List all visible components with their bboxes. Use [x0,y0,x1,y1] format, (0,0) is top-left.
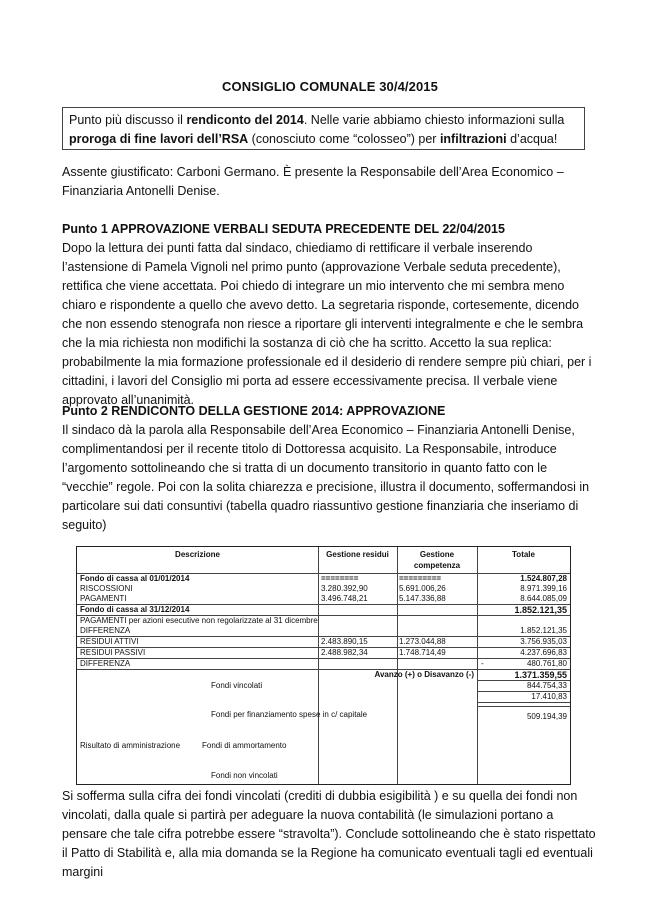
row-divider [477,702,570,703]
summary-text-4: d’acqua! [506,132,558,146]
table-row [77,626,570,636]
attendance-paragraph: Assente giustificato: Carboni Germano. È presente la Responsabile dell’Area Economico – Finanziaria Antonelli Denise. [62,165,564,198]
fondi-finanziamento-label: Fondi per finanziamento spese in c/ capitale [211,710,368,719]
row-description: RESIDUI ATTIVI [80,637,139,646]
table-row [77,605,570,615]
fondi-non-vincolati-row [77,771,570,781]
punto1-heading: Punto 1 APPROVAZIONE VERBALI SEDUTA PRECEDENTE DEL 22/04/2015 [62,222,505,236]
row-description: DIFFERENZA [80,659,131,668]
table-row [77,659,570,669]
punto2-heading: Punto 2 RENDICONTO DELLA GESTIONE 2014: APPROVAZIONE [62,404,446,418]
row-competenza: 1.273.044,88 [399,637,446,646]
row-totale: 480.761,80 [526,659,567,668]
fondi-ammortamento-label: Fondi di ammortamento [202,741,287,750]
row-description: PAGAMENTI per azioni esecutive non regolarizzate al 31 dicembre [80,616,318,625]
avanzo-row [77,670,570,680]
row-description: RESIDUI PASSIVI [80,648,146,657]
row-totale: 3.756.935,03 [520,637,567,646]
row-competenza: 1.748.714,49 [399,648,446,657]
fondi-vincolati-row [77,681,570,691]
row-totale: 4.237.696,83 [520,648,567,657]
row-description: Fondo di cassa al 31/12/2014 [80,605,190,614]
financial-summary-table [76,546,571,785]
header-totale: Totale [512,550,535,559]
punto1-body: Dopo la lettura dei punti fatta dal sindaco, chiediamo di rettificare il verbale inserendo l’astensione di Pamela Vignoli nel primo punto (approvazione Verbale seduta precedente), rettifica che viene accettata. Poi chiedo di integrare un mio intervento che mi sembra meno chiaro e rispondente a quello che avevo detto. La segretaria risponde, cortesemente, dicendo che non essendo stenografa non riesce a riportare gli interventi integralmente e che le sembra che la mia richiesta non modifichi la sostanza di ciò che ha scritto. Accetto la sua replica: probabilmente la mia formazione professionale ed il desiderio di rendere sempre più chiari, per i cittadini, i lavori del Consiglio mi porta ad essere eccessivamente precisa. Il verbale viene approvato all’unanimità. [62,241,592,407]
summary-emphasis-rendiconto: rendiconto del 2014 [186,113,304,127]
closing-paragraph: Si sofferma sulla cifra dei fondi vincolati (crediti di dubbia esigibilità ) e su quella dei fondi non vincolati, dalla quale si partirà per adeguare la nuova contabilità (le simulazioni portano a pensare che tale cifra potrebbe essere “stravolta”). Conclude sottolineando che è stato rispettato il Patto di Stabilità e, alla mia domanda se la Regione ha comunicato eventuali tagli ed eventuali margini [62,789,596,879]
punto2-body: Il sindaco dà la parola alla Responsabile dell’Area Economico – Finanziaria Antonelli Denise, complimentandosi per il recente titolo di Dottoressa acquisito. La Responsabile, introduce l’argomento sottolineando che si tratta di un documento transitorio in quanto fatto con le “vecchie” regole. Poi con la solita chiarezza e precisione, illustra il documento, soffermandosi in particolare sui dati consuntivi (tabella quadro riassuntivo gestione finanziaria che inseriamo di seguito) [62,423,590,532]
row-totale: 8.971.399,16 [520,584,567,593]
document-title: CONSIGLIO COMUNALE 30/4/2015 [222,79,438,94]
table-row [77,594,570,604]
fondi-finanziamento-value: 509.194,39 [526,712,567,721]
risultato-row [77,741,570,751]
row-totale: 8.644.085,09 [520,594,567,603]
row-competenza: ========= [399,574,442,583]
table-row [77,637,570,647]
header-gestione-residui: Gestione residui [326,550,389,559]
summary-box [62,107,585,150]
row-residui: 3.496.748,21 [321,594,368,603]
avanzo-label: Avanzo (+) o Disavanzo (-) [374,670,474,679]
summary-text-3: (conosciuto come “colosseo”) per [248,132,440,146]
table-row [77,648,570,658]
avanzo-value: 1.371.359,55 [514,670,567,680]
row-totale: 1.852.121,35 [520,626,567,635]
fondi-vincolati-label: Fondi vincolati [211,681,263,690]
table-row [77,574,570,584]
row-totale: 1.852.121,35 [514,605,567,615]
row-totale: 1.524.807,28 [520,574,567,583]
fondi-non-vincolati-label: Fondi non vincolati [211,771,278,780]
row-residui: ======== [321,574,359,583]
table-row [77,616,570,626]
row-description: PAGAMENTI [80,594,127,603]
row-residui: 2.488.982,34 [321,648,368,657]
fondi-vincolati-value: 844.754,33 [526,681,567,690]
row-description: DIFFERENZA [80,626,131,635]
row-residui: 2.483.890,15 [321,637,368,646]
fondi-vincolati-row-2 [77,692,570,702]
row-competenza: 5.147.336,88 [399,594,446,603]
summary-emphasis-proroga: proroga di fine lavori dell’RSA [69,132,249,146]
fondi-finanziamento-row [77,710,570,720]
fondi-vincolati-value: 17.410,83 [531,692,567,701]
summary-emphasis-infiltrazioni: infiltrazioni [439,132,507,146]
header-descrizione: Descrizione [175,550,220,559]
table-row [77,584,570,594]
summary-text-1: Punto più discusso il [69,113,187,127]
row-divider [477,706,570,707]
row-residui: 3.280.392,90 [321,584,368,593]
row-competenza: 5.691.006,26 [399,584,446,593]
row-description: RISCOSSIONI [80,584,133,593]
row-description: Fondo di cassa al 01/01/2014 [80,574,190,583]
row-minus-sign: - [481,659,484,668]
summary-text-2: . Nelle varie abbiamo chiesto informazioni sulla [303,113,565,127]
risultato-label: Risultato di amministrazione [80,741,181,750]
header-gestione-competenza: Gestione competenza [413,550,461,570]
